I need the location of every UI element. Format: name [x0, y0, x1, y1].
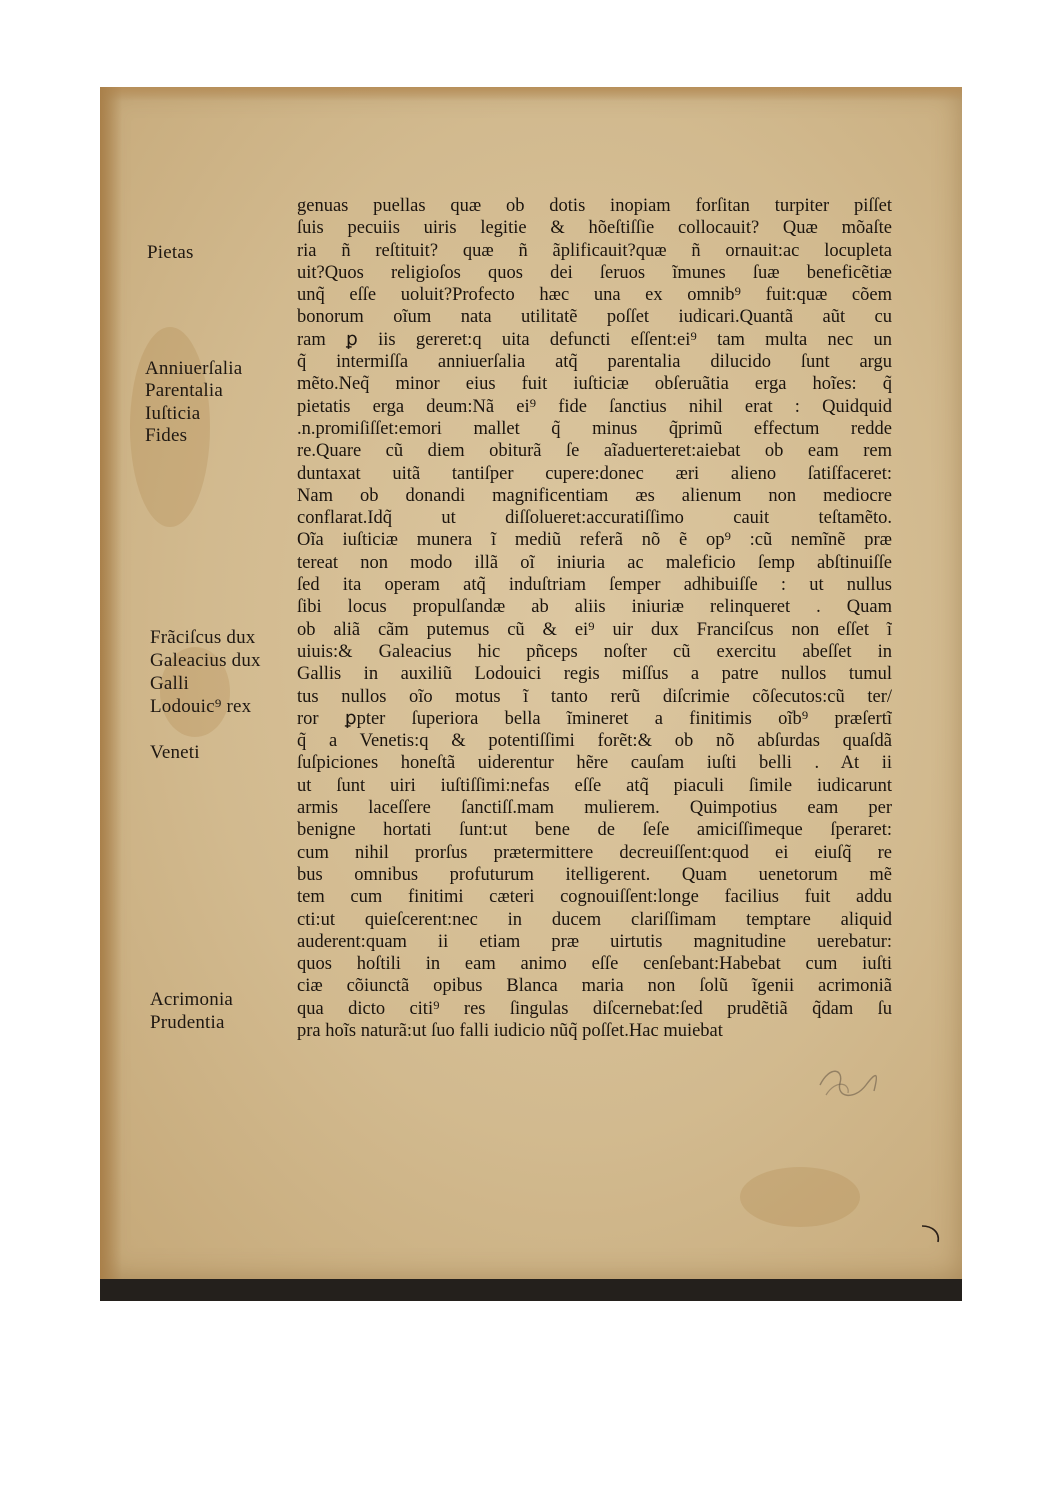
text-line: uiuis:& Galeacius hic pñceps noſter cũ exercitu abeſſet in	[297, 641, 892, 662]
text-line: .n.promiſiſſet:emori mallet q̃ minus q̃primũ effectum redde	[297, 418, 892, 439]
marginal-note-lodouicus-rex: Lodouic⁹ rex	[150, 696, 252, 717]
text-line: ſuis pecuiis uiris legitie & hõeſtiſſie collocauit? Quæ mõaſte	[297, 218, 892, 239]
marginal-note-veneti: Veneti	[150, 742, 200, 763]
marginal-note-fides: Fides	[145, 425, 188, 446]
marginal-note-pietas: Pietas	[147, 242, 194, 263]
text-line: bus omnibus profuturum itelligerent. Quam uenetorum mẽ	[297, 864, 892, 885]
text-line: tem cum finitimi cæteri cognouiſſent:longe facilius fuit addu	[297, 887, 892, 908]
body-text-column	[297, 195, 892, 1042]
scanned-page-background	[100, 87, 962, 1301]
marginal-note-franciscus-dux: Frãciſcus dux	[150, 627, 256, 648]
text-line: ut ſunt uiri iuſtiſſimi:nefas eſſe atq̃ piaculi ſimile iudicarunt	[297, 775, 892, 796]
text-line: tus nullos oĩo motus ĩ tanto rerũ diſcrimie cõſecutos:cũ ter/	[297, 686, 892, 707]
text-line: ſibi locus propulſandæ ab aliis iniuriæ relinqueret . Quam	[297, 597, 892, 618]
text-line: q̃ intermiſſa anniuerſalia atq̃ parentalia dilucido ſunt argu	[297, 352, 892, 373]
text-line: ciæ cõiunctã opibus Blanca maria non ſolũ ĩgenii acrimoniã	[297, 976, 892, 997]
text-line: benigne hortati ſunt:ut bene de ſeſe amiciſſimeque ſperaret:	[297, 820, 892, 841]
marginal-note-prudentia: Prudentia	[150, 1012, 225, 1033]
text-line: ob aliã cãm putemus cũ & ei⁹ uir dux Franciſcus non eſſet ĩ	[297, 619, 892, 640]
text-line: Gallis in auxiliũ Lodouici regis miſſus a patre nullos tumul	[297, 664, 892, 685]
marginal-note-iusticia: Iuſticia	[145, 403, 201, 424]
text-line: conflarat.Idq̃ ut diſſolueret:accuratiſſimo cauit teſtamẽto.	[297, 508, 892, 529]
text-line: Oĩa iuſticiæ munera ĩ mediũ referã nõ ẽ op⁹ :cũ nemĩnẽ præ	[297, 530, 892, 551]
text-line: armis laceſſere ſanctiſſ.mam mulierem. Quimpotius eam per	[297, 798, 892, 819]
text-line: qua dicto citi⁹ res ſingulas diſcernebat:ſed prudẽtiã q̃dam ſu	[297, 998, 892, 1019]
text-line: ror ꝑpter ſuperiora bella ĩmineret a finitimis oĩb⁹ præſertĩ	[297, 708, 892, 729]
text-line: bonorum oĩum nata utilitatẽ poſſet iudicari.Quantã aũt cu	[297, 307, 892, 328]
text-line: tereat non modo illã oĩ iniuria ac maleficio ſemp abſtinuiſſe	[297, 552, 892, 573]
text-line: mẽto.Neq̃ minor eius fuit iuſticiæ obſeruãtia erga hoĩes: q̃	[297, 374, 892, 395]
text-line: unq̃ eſſe uoluit?Profecto hæc una ex omnib⁹ fuit:quæ cõem	[297, 285, 892, 306]
text-line: pra hoĩs naturã:ut ſuo falli iudicio nũq̃ poſſet.Hac muiebat	[297, 1020, 723, 1041]
marginal-note-galeacius-dux: Galeacius dux	[150, 650, 261, 671]
corner-ink-mark-icon	[918, 1220, 948, 1246]
marginal-note-anniuersalia: Anniuerſalia	[145, 358, 243, 379]
text-line: cum nihil prorſus prætermittere decreuiſſent:quod ei eiuſq̃ re	[297, 842, 892, 863]
text-line: ria ñ reſtituit? quæ ñ ãplificauit?quæ ñ ornauit:ac locupleta	[297, 240, 892, 261]
text-line: q̃ a Venetis:q & potentiſſimi forẽt:& ob nõ abſurdas quaſdã	[297, 731, 892, 752]
text-line: auderent:quam ii etiam præ uirtutis magnitudine uerebatur:	[297, 931, 892, 952]
text-line: re.Quare cũ diem obiturã ſe aĩaduerteret:aiebat ob eam rem	[297, 441, 892, 462]
ink-flourish-icon	[814, 1055, 884, 1105]
marginal-note-galli: Galli	[150, 673, 189, 694]
text-line: cti:ut quieſcerent:nec in ducem clariſſimam temptare aliquid	[297, 909, 892, 930]
text-line: duntaxat uitã tantiſper cupere:donec æri alieno ſatiſfaceret:	[297, 463, 892, 484]
text-line: pietatis erga deum:Nã ei⁹ fide ſanctius nihil erat : Quidquid	[297, 396, 892, 417]
marginal-note-acrimonia: Acrimonia	[150, 989, 234, 1010]
parchment-leaf	[100, 87, 962, 1279]
text-line: ſed ita operam atq̃ induſtriam ſemper adhibuiſſe : ut nullus	[297, 575, 892, 596]
text-line: uit?Quos religioſos quos dei ſeruos ĩmunes ſuæ beneficẽtiæ	[297, 262, 892, 283]
marginal-note-parentalia: Parentalia	[145, 380, 223, 401]
text-line: Nam ob donandi magnificentiam æs alienum non mediocre	[297, 485, 892, 506]
text-line: quos hoſtili in eam animo eſſe cenſebant:Habebat cum iuſti	[297, 954, 892, 975]
text-line: ſuſpiciones honeſtã uiderentur hẽre cauſam iuſti belli . At ii	[297, 753, 892, 774]
text-line: genuas puellas quæ ob dotis inopiam forſitan turpiter piſſet	[297, 196, 892, 216]
text-line: ram ꝑ iis gereret:q uita defuncti eſſent:ei⁹ tam multa nec un	[297, 329, 892, 350]
